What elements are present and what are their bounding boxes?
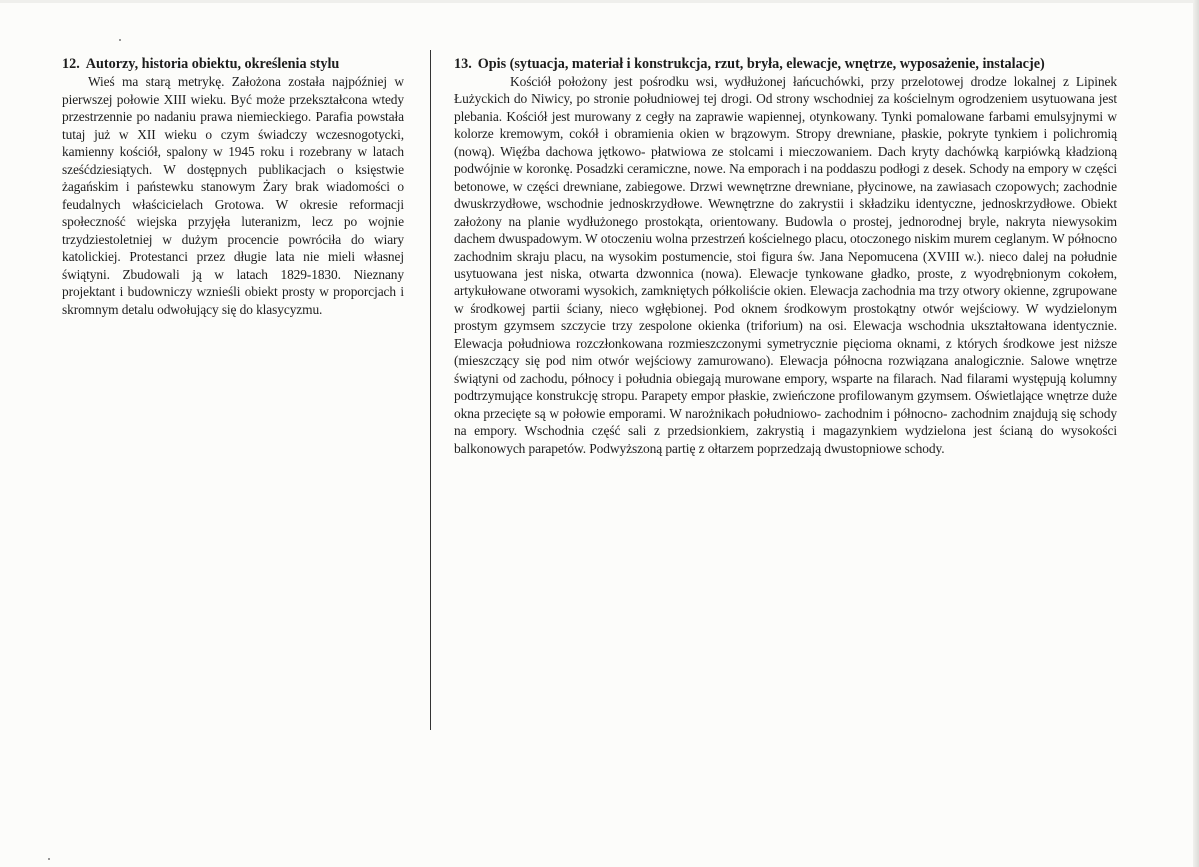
section-12-text: Wieś ma starą metrykę. Założona została najpóźniej w pierwszej połowie XIII wieku. Być może przekształcona wtedy przestrzennie po nadaniu prawa niemieckiego. Parafia powstała tutaj już w XII wieku o czym świadczy wczesnogotycki, kamienny kościół, spalony w 1945 roku i rozebrany w latach sześćdziesiątych. W dostępnych publikacjach o księstwie żagańskim i państewku stanowym Żary brak wiadomości o feudalnych właścicielach Grotowa. W okresie reformacji społeczność wiejska przyjęła luteranizm, lecz po wojnie trzydziestoletniej w dużym procencie powróciła do wiary katolickiej. Protestanci przez długie lata nie mieli własnej świątyni. Zbudowali ją w latach 1829-1830. Nieznany projektant i budowniczy wznieśli obiekt prosty w proporcjach i skromnym detalu odwołujący się do klasycyzmu. (62, 74, 404, 317)
section-13-number: 13. (454, 56, 472, 72)
section-13-text: Kościół położony jest pośrodku wsi, wydłużonej łańcuchówki, przy przelotowej drodze lokalnej z Lipinek Łużyckich do Niwicy, po stronie południowej tej drogi. Od strony wschodniej za kościelnym ogrodzeniem usytuowana jest plebania. Kościół jest murowany z cegły na zaprawie wapiennej, otynkowany. Tynki pomalowane farbami emulsyjnymi w kolorze kremowym, cokół i obramienia okien w brązowym. Stropy drewniane, płaskie, pokryte tynkiem i polichromią (nową). Więźba dachowa jętkowo- płatwiowa ze stolcami i mieczowaniem. Dach kryty dachówką karpiówką kładzioną podwójnie w koronkę. Posadzki ceramiczne, nowe. Na emporach i na poddaszu podłogi z desek. Schody na empory w części betonowe, w części drewniane, zabiegowe. Drzwi wewnętrzne drewniane, płycinowe, na zawiasach czopowych; zachodnie dwuskrzydłowe, wschodnie jednoskrzydłowe. Wewnętrzne do zakrystii i składziku identyczne, jednoskrzydłowe. Obiekt założony na planie wydłużonego prostokąta, orientowany. Budowla o prostej, jednorodnej bryle, nakryta niewysokim dachem dwuspadowym. W otoczeniu wolna przestrzeń kościelnego placu, otoczonego niskim murem ceglanym. W północno zachodnim skraju placu, na wysokim postumencie, stoi figura św. Jana Nepomucena (XVIII w.). nieco dalej na południe usytuowana jest niska, otwarta dzwonnica (nowa). Elewacje tynkowane gładko, proste, z wyodrębnionym cokołem, artykułowane otworami wysokich, zamkniętych półkoliście okien. Elewacja zachodnia ma trzy otwory okienne, zgrupowane w środkowej partii ściany, nieco wgłębionej. Pod oknem środkowym prostokątny otwór wejściowy. W wydzielonym prostym gzymsem szczycie trzy zespolone okienka (triforium) na osi. Elewacja wschodnia ukształtowana identycznie. Elewacja południowa rozczłonkowana rozmieszczonymi symetrycznie pięcioma oknami, z których środkowe jest niższe (mieszczący się pod nim otwór wejściowy zamurowano). Elewacja północna rozwiązana analogicznie. Salowe wnętrze świątyni od zachodu, północy i południa obiegają murowane empory, wsparte na filarach. Nad filarami występują kolumny podtrzymujące konstrukcję stropu. Parapety empor płaskie, zwieńczone profilowanym gzymsem. Oświetlające wnętrze duże okna przecięte są w połowie emporami. W narożnikach południowo- zachodnim i północno- zachodnim znajdują się schody na empory. Wschodnia część sali z przedsionkiem, zakrystią i magazynkiem wydzielona jest ścianą do wysokości balkonowych parapetów. Podwyższoną partię z ołtarzem poprzedzają dwustopniowe schody. (454, 74, 1117, 456)
section-12-title: Autorzy, historia obiektu, określenia stylu (85, 56, 340, 72)
section-13-heading (454, 55, 1117, 73)
section-12-number: 12. (62, 56, 80, 72)
scan-edge-right (1193, 0, 1199, 867)
section-13-title: Opis (sytuacja, materiał i konstrukcja, rzut, bryła, elewacje, wnętrze, wyposażenie, instalacje) (477, 56, 1045, 72)
section-12-heading (62, 55, 404, 73)
section-12-column (62, 55, 404, 318)
column-divider (430, 50, 431, 730)
scan-speck (119, 39, 121, 41)
scan-edge-top (0, 0, 1199, 3)
section-13-column (454, 55, 1117, 457)
scan-speck (48, 858, 50, 860)
